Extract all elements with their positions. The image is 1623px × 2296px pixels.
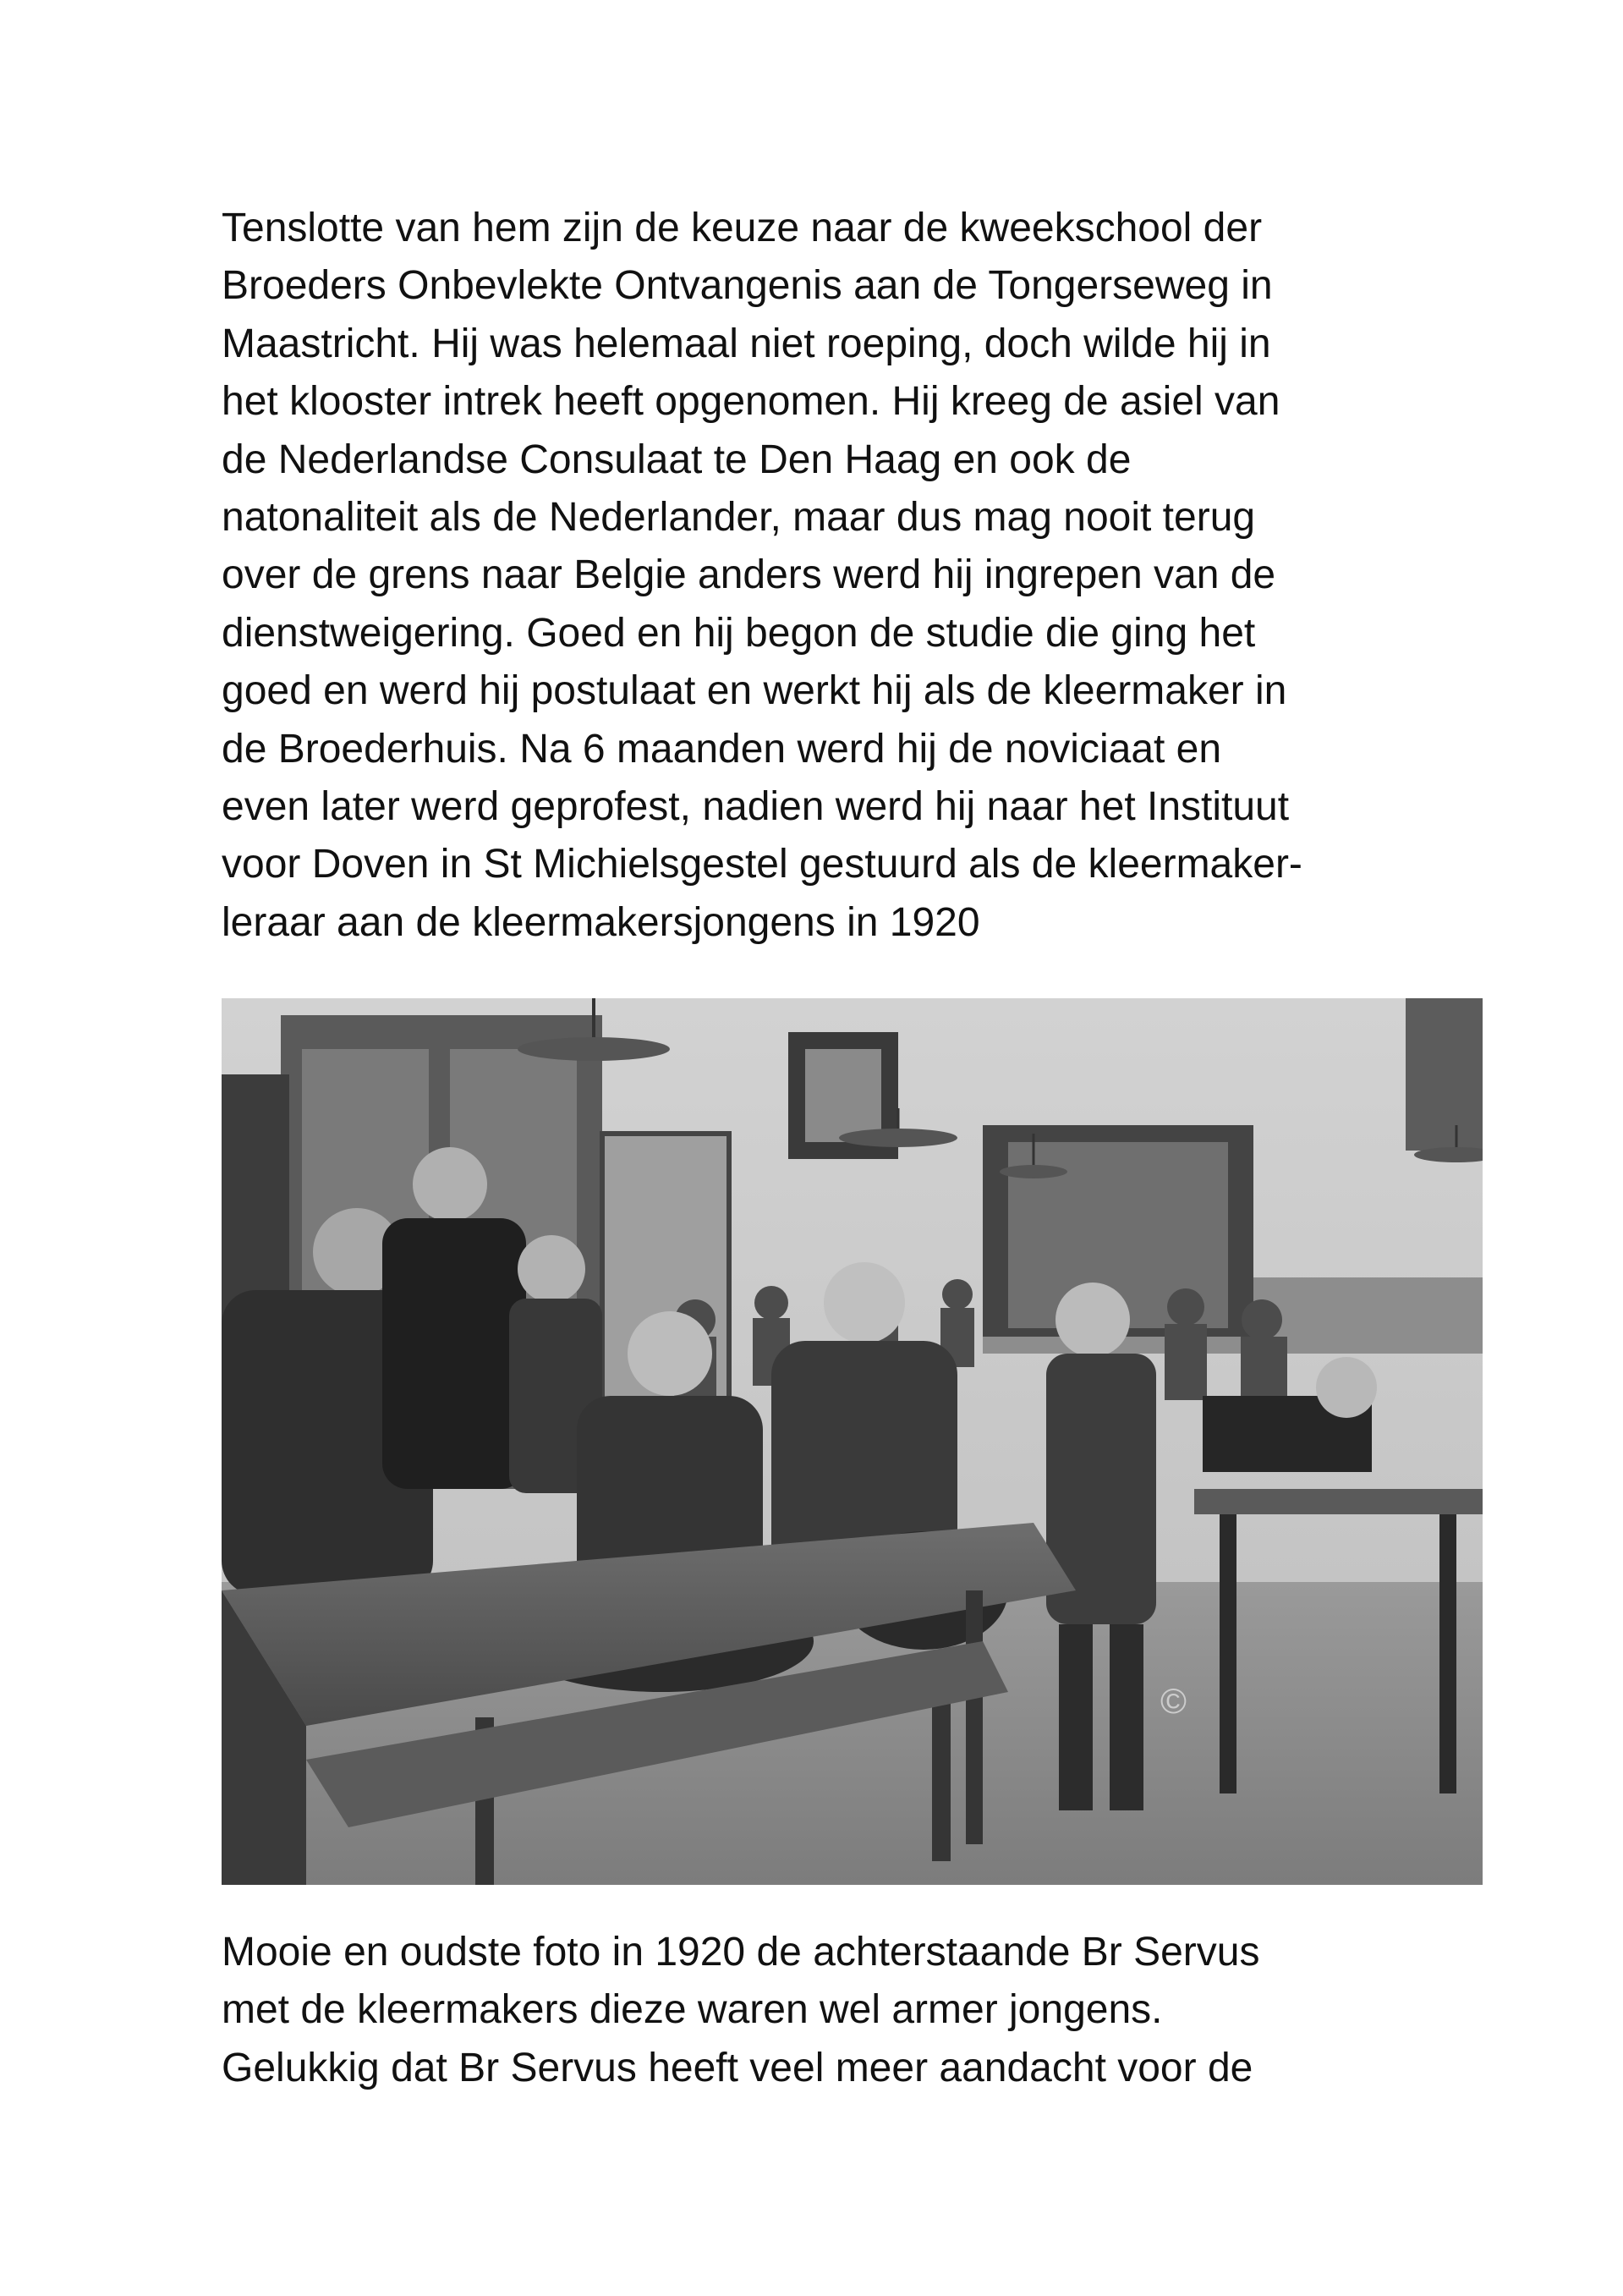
body-line: goed en werd hij postulaat en werkt hij als de kleermaker in [222, 668, 1287, 714]
caption-line: met de kleermakers dieze waren wel armer jongens. [222, 1987, 1163, 2033]
body-line: Broeders Onbevlekte Ontvangenis aan de Tongerseweg in [222, 263, 1273, 309]
caption-line: Mooie en oudste foto in 1920 de achterstaande Br Servus [222, 1930, 1260, 1975]
historical-photo [222, 998, 1483, 1885]
body-line: dienstweigering. Goed en hij begon de studie die ging het [222, 610, 1256, 656]
tailor-class-photo-illustration [222, 998, 1483, 1885]
body-line: het klooster intrek heeft opgenomen. Hij kreeg de asiel van [222, 379, 1280, 425]
body-line: Tenslotte van hem zijn de keuze naar de kweekschool der [222, 206, 1263, 250]
body-line: natonaliteit als de Nederlander, maar dus mag nooit terug [222, 495, 1256, 541]
body-paragraph [222, 200, 1490, 952]
body-line: de Broederhuis. Na 6 maanden werd hij de noviciaat en [222, 726, 1222, 772]
caption-line: Gelukkig dat Br Servus heeft veel meer aandacht voor de [222, 2045, 1253, 2090]
body-line: de Nederlandse Consulaat te Den Haag en ook de [222, 437, 1132, 482]
body-line: even later werd geprofest, nadien werd hij naar het Instituut [222, 784, 1290, 830]
body-line: Maastricht. Hij was helemaal niet roeping, doch wilde hij in [222, 321, 1271, 366]
body-line: voor Doven in St Michielsgestel gestuurd als de kleermaker- [222, 842, 1302, 887]
copyright-watermark: © [1160, 1681, 1187, 1721]
body-line: leraar aan de kleermakersjongens in 1920 [222, 899, 980, 945]
photo-caption [222, 1924, 1490, 2097]
body-line: over de grens naar Belgie anders werd hij ingrepen van de [222, 552, 1276, 598]
